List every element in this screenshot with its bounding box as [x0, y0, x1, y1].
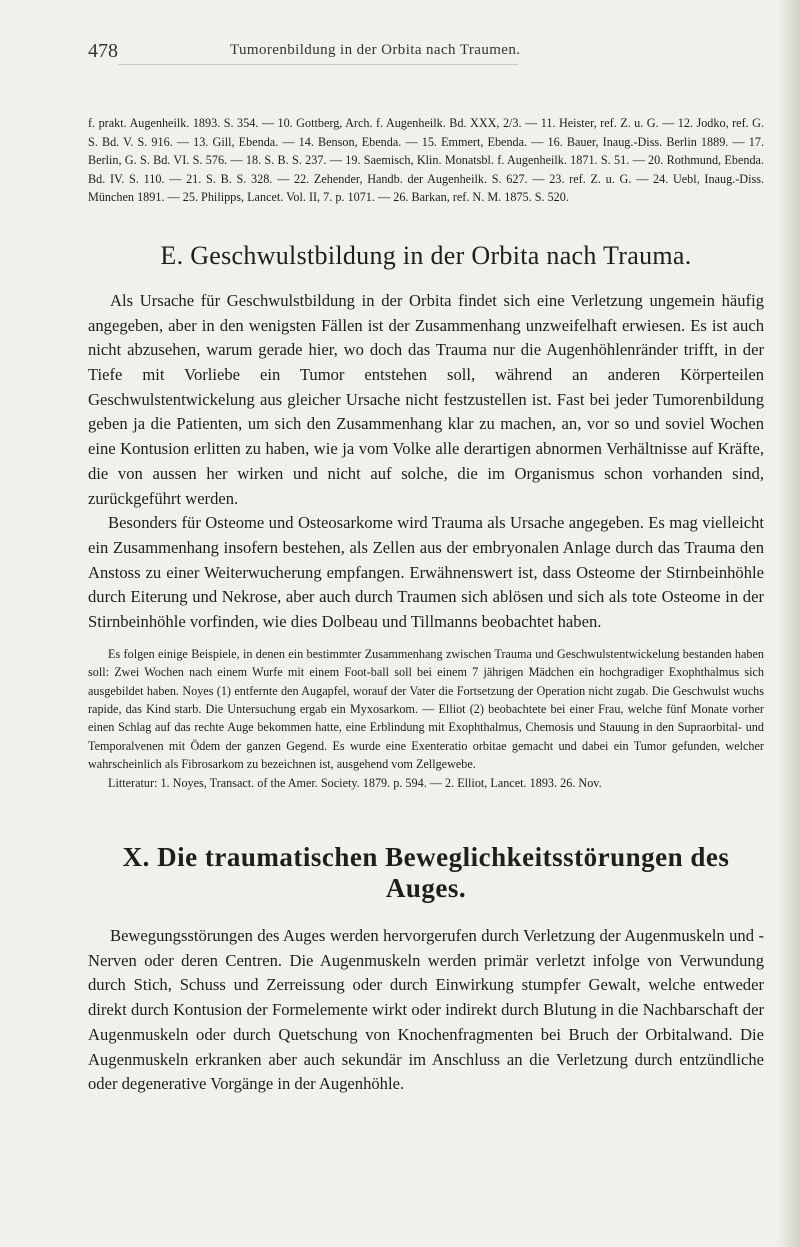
section-e-paragraph-1: Als Ursache für Geschwulstbildung in der Orbita findet sich eine Verletzung ungemein häufig angegeben, aber in den wenigsten Fällen ist der Zusammenhang unzweifelhaft erwiesen. Es ist auch nicht abzusehen, warum gerade hier, wo doch das Trauma nur die Augenhöhlenränder trifft, in der Tiefe mit Vorliebe ein Tumor entstehen soll, während an anderen Körperteilen Geschwulstentwickelung aus gleicher Ursache nicht festzustellen ist. Fast bei jeder Tumorenbildung geben ja die Patienten, um sich den Zusammenhang klar zu machen, an, vor so und soviel Wochen eine Kontusion erlitten zu haben, wie ja vom Volke alle derartigen abnormen Verhältnisse auf Kräfte, die von aussen her wirken und nicht auf solche, die im Organismus schon vorhanden sind, zurückgeführt werden.: [88, 290, 764, 508]
chapter-x-title: X. Die traumatischen Beweglichkeitsstörungen des Auges.: [122, 842, 730, 904]
running-title: Tumorenbildung in der Orbita nach Traumen.: [230, 42, 521, 58]
page-edge-shadow: [778, 0, 800, 1247]
page-number: 478: [88, 40, 118, 62]
references-paragraph: f. prakt. Augenheilk. 1893. S. 354. — 10. Gottberg, Arch. f. Augenheilk. Bd. XXX, 2/3. — 11. Heister, ref. Z. u. G. — 12. Jodko, ref. G. S. Bd. V. S. 916. — 13. Gill, Ebenda. — 14. Benson, Ebenda. — 15. Emmert, Ebenda. — 16. Bauer, Inaug.-Diss. Berlin 1889. — 17. Berlin, G. S. Bd. VI. S. 576. — 18. S. B. S. 237. — 19. Saemisch, Klin. Monatsbl. f. Augenheilk. 1871. S. 51. — 20. Rothmund, Ebenda. Bd. IV. S. 110. — 21. S. B. S. 328. — 22. Zehender, Handb. der Augenheilk. S. 627. — 23. ref. Z. u. G. — 24. Uebl, Inaug.-Diss. München 1891. — 25. Philipps, Lancet. Vol. II, 7. p. 1071. — 26. Barkan, ref. N. M. 1875. S. 520.: [88, 116, 764, 205]
chapter-x-paragraph-1: Bewegungsstörungen des Auges werden hervorgerufen durch Verletzung der Augenmuskeln und -Nerven oder deren Centren. Die Augenmuskeln werden primär verletzt infolge von Verwundung durch Stich, Schuss und Zerreissung oder durch Einwirkung stumpfer Gewalt, welche entweder direkt durch Kontusion der Formelemente wirkt oder indirekt durch Blutung in die Nachbarschaft der Augenmuskeln oder durch Quetschung von Knochenfragmenten bei Bruch der Orbitalwand. Die Augenmuskeln erkranken aber auch sekundär im Anschluss an die Verletzung durch entzündliche oder degenerative Vorgänge in der Augenhöhle.: [88, 926, 764, 1094]
section-e-literature: Litteratur: 1. Noyes, Transact. of the Amer. Society. 1879. p. 594. — 2. Elliot, Lancet. 1893. 26. Nov.: [108, 775, 602, 790]
book-page: [88, 38, 764, 1097]
header-rule: [118, 64, 518, 65]
section-e-examples: Es folgen einige Beispiele, in denen ein bestimmter Zusammenhang zwischen Trauma und Geschwulstentwickelung bestanden haben soll: Zwei Wochen nach einem Wurfe mit einem Foot-ball soll bei einem 7 jährigen Mädchen ein hochgradiger Exophthalmus sich ausgebildet haben. Noyes (1) entfernte den Augapfel, worauf der Vater die Fortsetzung der Operation nicht zugab. Die Geschwulst wuchs rapide, das Kind starb. Die Untersuchung ergab ein Myxosarkom. — Elliot (2) beobachtete bei einer Frau, welche fünf Monate vorher einen Schlag auf das rechte Auge bekommen hatte, eine Erblindung mit Exophthalmus, Chemosis und Stauung in den Supraorbital- und Temporalvenen mit Ödem der ganzen Gegend. Es wurde eine Exenteratio orbitae gemacht und dabei ein Tumor gefunden, welcher wahrscheinlich als Fibrosarkom zu bezeichnen ist, ausgehend vom Zellgewebe.: [88, 646, 764, 772]
section-e-paragraph-2: Besonders für Osteome und Osteosarkome wird Trauma als Ursache angegeben. Es mag vielleicht ein Zusammenhang insofern bestehen, als Zellen aus der embryonalen Anlage durch das Trauma den Anstoss zu einer Weiterwucherung empfangen. Erwähnenswert ist, dass Osteome der Stirnbeinhöhle durch Eiterung und Nekrose, aber auch durch Traumen sich ablösen und sich als tote Osteome in der Stirnbeinhöhle vorfinden, wie dies Dolbeau und Tillmanns beobachtet haben.: [88, 513, 764, 632]
section-e-title: E. Geschwulstbildung in der Orbita nach Trauma.: [160, 240, 692, 270]
page-header: [88, 38, 764, 82]
